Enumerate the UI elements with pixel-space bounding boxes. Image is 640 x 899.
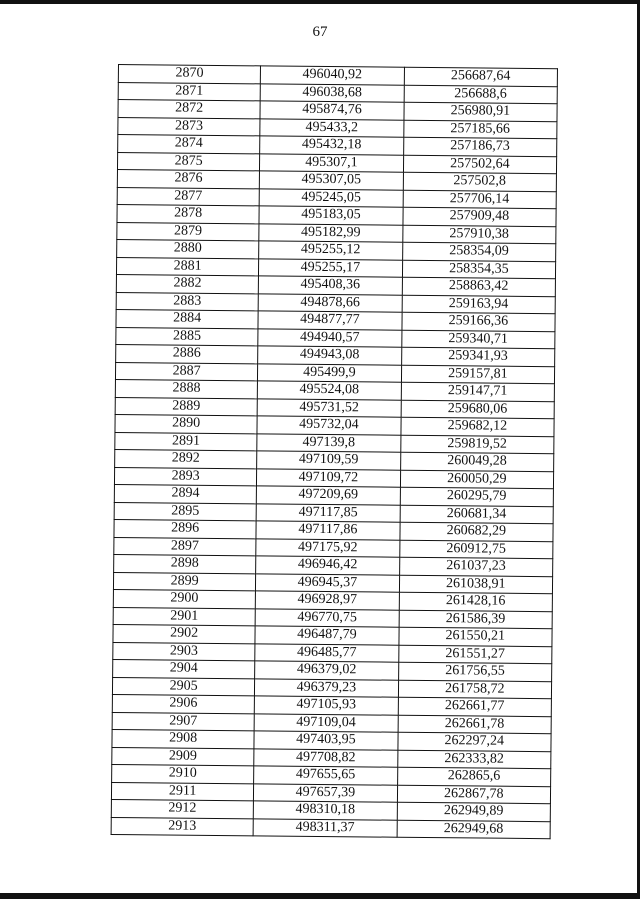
point-number-cell: 2900: [113, 589, 255, 608]
x-coordinate-cell: 496946,42: [256, 556, 400, 575]
point-number-cell: 2877: [117, 187, 259, 206]
y-coordinate-cell: 260049,28: [400, 452, 554, 471]
y-coordinate-cell: 261756,55: [398, 662, 552, 681]
point-number-cell: 2885: [116, 327, 258, 346]
x-coordinate-cell: 497657,39: [254, 783, 398, 802]
y-coordinate-cell: 260681,34: [400, 505, 554, 524]
y-coordinate-cell: 259340,71: [401, 330, 555, 349]
point-number-cell: 2889: [115, 397, 257, 416]
point-number-cell: 2906: [112, 694, 254, 713]
y-coordinate-cell: 261551,27: [398, 645, 552, 664]
x-coordinate-cell: 497109,59: [257, 451, 401, 470]
x-coordinate-cell: 496379,23: [255, 678, 399, 697]
y-coordinate-cell: 259163,94: [402, 295, 556, 314]
y-coordinate-cell: 259341,93: [401, 347, 555, 366]
x-coordinate-cell: 498311,37: [253, 818, 397, 837]
point-number-cell: 2901: [113, 607, 255, 626]
point-number-cell: 2905: [112, 677, 254, 696]
point-number-cell: 2894: [114, 484, 256, 503]
coordinates-table-body: [111, 65, 557, 839]
table-row: [111, 817, 550, 839]
point-number-cell: 2904: [113, 659, 255, 678]
x-coordinate-cell: 495307,1: [260, 153, 404, 172]
point-number-cell: 2883: [116, 292, 258, 311]
x-coordinate-cell: 494877,77: [258, 311, 402, 330]
coordinates-table: [111, 64, 558, 839]
point-number-cell: 2899: [113, 572, 255, 591]
x-coordinate-cell: 496379,02: [255, 661, 399, 680]
x-coordinate-cell: 497708,82: [254, 748, 398, 767]
point-number-cell: 2873: [118, 117, 260, 136]
x-coordinate-cell: 495524,08: [258, 381, 402, 400]
x-coordinate-cell: 494940,57: [258, 328, 402, 347]
x-coordinate-cell: 495255,17: [259, 258, 403, 277]
x-coordinate-cell: 495307,05: [260, 171, 404, 190]
y-coordinate-cell: 257910,38: [402, 225, 556, 244]
y-coordinate-cell: 257502,8: [403, 172, 557, 191]
page-number: 67: [312, 24, 328, 40]
x-coordinate-cell: 498310,18: [253, 801, 397, 820]
y-coordinate-cell: 260050,29: [400, 470, 554, 489]
y-coordinate-cell: 261550,21: [399, 627, 553, 646]
point-number-cell: 2912: [111, 799, 253, 818]
y-coordinate-cell: 261038,91: [399, 575, 553, 594]
y-coordinate-cell: 259680,06: [401, 400, 555, 419]
point-number-cell: 2886: [116, 344, 258, 363]
x-coordinate-cell: 496928,97: [255, 591, 399, 610]
y-coordinate-cell: 262949,68: [397, 820, 551, 839]
y-coordinate-cell: 261586,39: [399, 610, 553, 629]
x-coordinate-cell: 495245,05: [259, 188, 403, 207]
y-coordinate-cell: 259166,36: [402, 312, 556, 331]
x-coordinate-cell: 496487,79: [255, 626, 399, 645]
x-coordinate-cell: 496485,77: [255, 643, 399, 662]
point-number-cell: 2872: [118, 100, 260, 119]
y-coordinate-cell: 259819,52: [400, 435, 554, 454]
scan-border-top: [0, 0, 640, 4]
x-coordinate-cell: 496945,37: [256, 573, 400, 592]
x-coordinate-cell: 495731,52: [257, 398, 401, 417]
point-number-cell: 2907: [112, 712, 254, 731]
y-coordinate-cell: 257706,14: [403, 190, 557, 209]
point-number-cell: 2882: [116, 274, 258, 293]
point-number-cell: 2887: [115, 362, 257, 381]
point-number-cell: 2881: [116, 257, 258, 276]
x-coordinate-cell: 495499,9: [258, 363, 402, 382]
point-number-cell: 2903: [113, 642, 255, 661]
x-coordinate-cell: 497117,86: [256, 521, 400, 540]
y-coordinate-cell: 262661,78: [398, 715, 552, 734]
x-coordinate-cell: 497209,69: [256, 486, 400, 505]
x-coordinate-cell: 497655,65: [254, 766, 398, 785]
y-coordinate-cell: 262867,78: [397, 785, 551, 804]
point-number-cell: 2888: [115, 379, 257, 398]
x-coordinate-cell: 495408,36: [259, 276, 403, 295]
point-number-cell: 2902: [113, 624, 255, 643]
point-number-cell: 2879: [117, 222, 259, 241]
y-coordinate-cell: 258863,42: [402, 277, 556, 296]
y-coordinate-cell: 256687,64: [404, 67, 558, 86]
point-number-cell: 2878: [117, 204, 259, 223]
y-coordinate-cell: 260682,29: [400, 522, 554, 541]
x-coordinate-cell: 495874,76: [260, 101, 404, 120]
point-number-cell: 2893: [114, 467, 256, 486]
point-number-cell: 2875: [117, 152, 259, 171]
point-number-cell: 2895: [114, 502, 256, 521]
x-coordinate-cell: 497403,95: [254, 731, 398, 750]
x-coordinate-cell: 495182,99: [259, 223, 403, 242]
point-number-cell: 2913: [111, 817, 253, 836]
x-coordinate-cell: 497105,93: [254, 696, 398, 715]
y-coordinate-cell: 257186,73: [403, 137, 557, 156]
y-coordinate-cell: 262661,77: [398, 697, 552, 716]
y-coordinate-cell: 262297,24: [398, 732, 552, 751]
point-number-cell: 2910: [112, 764, 254, 783]
y-coordinate-cell: 261758,72: [398, 680, 552, 699]
point-number-cell: 2874: [118, 135, 260, 154]
y-coordinate-cell: 257185,66: [403, 120, 557, 139]
y-coordinate-cell: 259682,12: [401, 417, 555, 436]
y-coordinate-cell: 261037,23: [399, 557, 553, 576]
y-coordinate-cell: 259157,81: [401, 365, 555, 384]
x-coordinate-cell: 496038,68: [260, 83, 404, 102]
x-coordinate-cell: 497109,72: [257, 468, 401, 487]
y-coordinate-cell: 256688,6: [404, 85, 558, 104]
x-coordinate-cell: 497117,85: [256, 503, 400, 522]
y-coordinate-cell: 260295,79: [400, 487, 554, 506]
point-number-cell: 2908: [112, 729, 254, 748]
y-coordinate-cell: 262333,82: [397, 750, 551, 769]
x-coordinate-cell: 494878,66: [258, 293, 402, 312]
y-coordinate-cell: 262865,6: [397, 767, 551, 786]
point-number-cell: 2891: [115, 432, 257, 451]
y-coordinate-cell: 258354,09: [402, 242, 556, 261]
point-number-cell: 2871: [118, 82, 260, 101]
y-coordinate-cell: 256980,91: [404, 102, 558, 121]
point-number-cell: 2870: [118, 65, 260, 84]
y-coordinate-cell: 261428,16: [399, 592, 553, 611]
y-coordinate-cell: 262949,89: [397, 802, 551, 821]
point-number-cell: 2876: [117, 169, 259, 188]
x-coordinate-cell: 495255,12: [259, 241, 403, 260]
point-number-cell: 2898: [114, 554, 256, 573]
point-number-cell: 2890: [115, 414, 257, 433]
point-number-cell: 2897: [114, 537, 256, 556]
point-number-cell: 2880: [117, 239, 259, 258]
x-coordinate-cell: 495432,18: [260, 136, 404, 155]
y-coordinate-cell: 257909,48: [403, 207, 557, 226]
scan-border-bottom: [0, 893, 640, 899]
point-number-cell: 2892: [115, 449, 257, 468]
x-coordinate-cell: 496770,75: [255, 608, 399, 627]
x-coordinate-cell: 497139,8: [257, 433, 401, 452]
x-coordinate-cell: 495732,04: [257, 416, 401, 435]
point-number-cell: 2911: [111, 782, 253, 801]
y-coordinate-cell: 258354,35: [402, 260, 556, 279]
x-coordinate-cell: 494943,08: [258, 346, 402, 365]
x-coordinate-cell: 495433,2: [260, 118, 404, 137]
x-coordinate-cell: 497175,92: [256, 538, 400, 557]
y-coordinate-cell: 259147,71: [401, 382, 555, 401]
x-coordinate-cell: 495183,05: [259, 206, 403, 225]
point-number-cell: 2909: [112, 747, 254, 766]
point-number-cell: 2896: [114, 519, 256, 538]
y-coordinate-cell: 257502,64: [403, 155, 557, 174]
x-coordinate-cell: 496040,92: [261, 66, 405, 85]
x-coordinate-cell: 497109,04: [254, 713, 398, 732]
point-number-cell: 2884: [116, 309, 258, 328]
y-coordinate-cell: 260912,75: [399, 540, 553, 559]
